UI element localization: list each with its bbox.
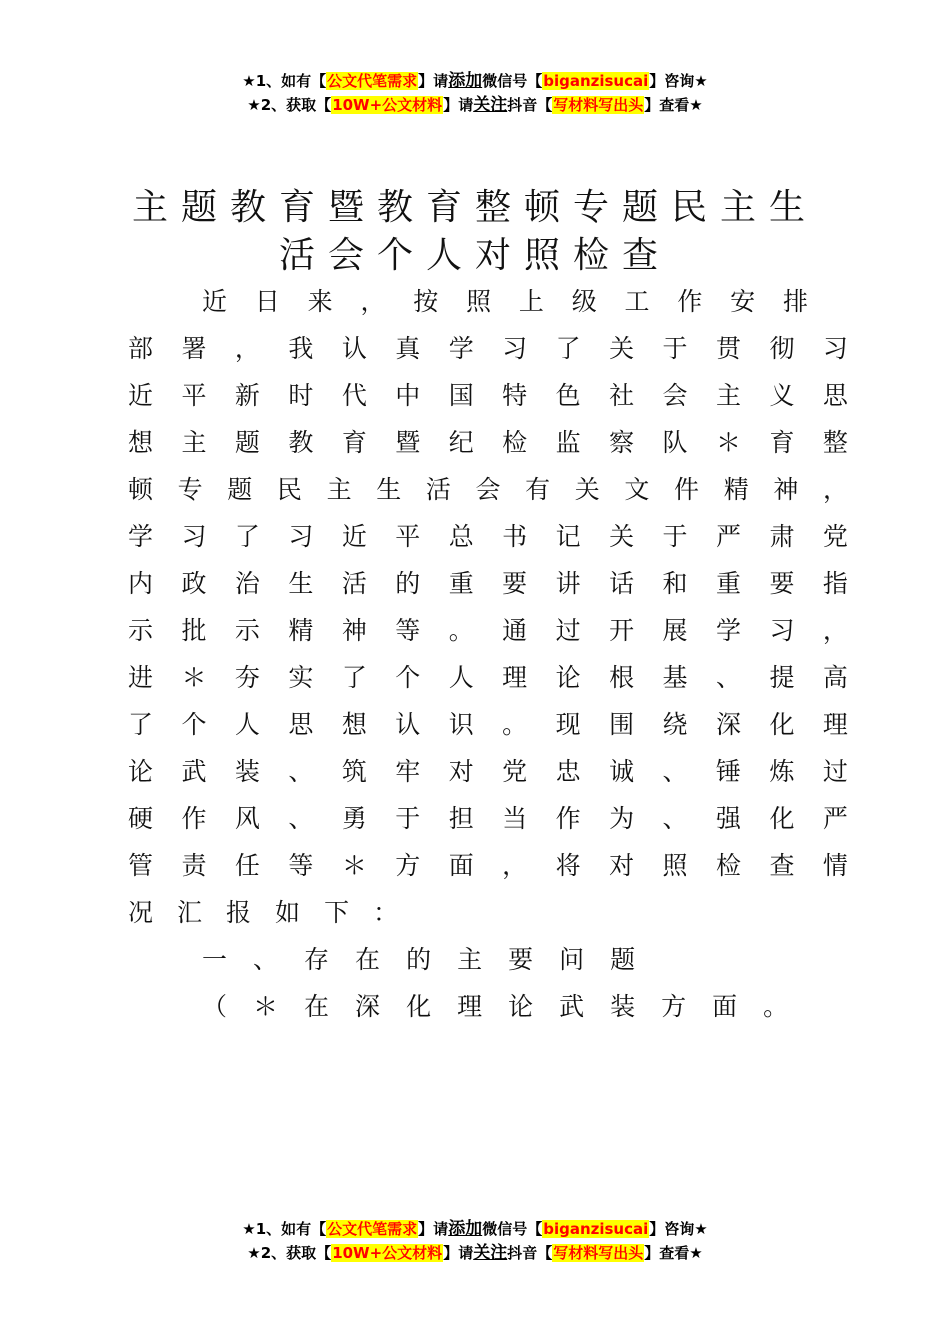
body-char: 平 xyxy=(181,381,207,410)
body-char: 察 xyxy=(609,428,635,457)
body-char: 于 xyxy=(395,804,421,833)
body-char: 下 xyxy=(324,898,350,927)
body-char: 育 xyxy=(341,428,367,457)
body-char: 学 xyxy=(448,334,474,363)
body-char: 精 xyxy=(723,475,749,504)
body-char: 、 xyxy=(253,945,279,974)
body-char: 习 xyxy=(181,522,207,551)
body-line xyxy=(128,325,848,372)
body-char: 和 xyxy=(662,569,688,598)
body-char: 照 xyxy=(662,851,688,880)
body-char: 要 xyxy=(769,569,795,598)
body-char: 根 xyxy=(609,663,635,692)
body-char: 近 xyxy=(341,522,367,551)
body-char: 人 xyxy=(448,663,474,692)
body-char: 彻 xyxy=(769,334,795,363)
body-char: 论 xyxy=(128,757,154,786)
body-char: 况 xyxy=(128,898,154,927)
body-char: 新 xyxy=(234,381,260,410)
top-banner xyxy=(0,69,950,117)
body-char: 对 xyxy=(448,757,474,786)
body-char: 习 xyxy=(502,334,528,363)
body-char: 批 xyxy=(181,616,207,645)
bottom-banner xyxy=(0,1217,950,1265)
body-char: 对 xyxy=(609,851,635,880)
body-char: 示 xyxy=(234,616,260,645)
body-char: 牢 xyxy=(395,757,421,786)
body-char: ＊ xyxy=(253,992,279,1021)
body-char: 方 xyxy=(395,851,421,880)
body-char: 将 xyxy=(555,851,581,880)
body-char: 化 xyxy=(769,804,795,833)
body-char: 夯 xyxy=(234,663,260,692)
body-char: 于 xyxy=(662,522,688,551)
document-title-line-2: 活会个人对照检查 xyxy=(278,235,671,276)
body-char: 担 xyxy=(448,804,474,833)
body-char: 记 xyxy=(555,522,581,551)
body-char: 检 xyxy=(502,428,528,457)
body-char: 重 xyxy=(715,569,741,598)
body-char: 文 xyxy=(624,475,650,504)
body-line xyxy=(128,372,848,419)
body-char: 纪 xyxy=(448,428,474,457)
body-char: 会 xyxy=(662,381,688,410)
body-char: ＊ xyxy=(341,851,367,880)
body-char: 讲 xyxy=(555,569,581,598)
body-char: 方 xyxy=(661,992,687,1021)
body-char: 通 xyxy=(502,616,528,645)
body-char: 装 xyxy=(234,757,260,786)
body-char: 想 xyxy=(128,428,154,457)
body-char: ： xyxy=(373,898,399,927)
body-char: 按 xyxy=(413,287,439,316)
body-char: 党 xyxy=(502,757,528,786)
body-char: 论 xyxy=(555,663,581,692)
banner-text: ★2、获取【 xyxy=(247,1244,332,1262)
body-char: ， xyxy=(502,851,528,880)
body-line xyxy=(128,466,848,513)
body-char: 了 xyxy=(128,710,154,739)
body-char: 件 xyxy=(674,475,700,504)
body-char: 筑 xyxy=(341,757,367,786)
body-char: 、 xyxy=(288,804,314,833)
body-line xyxy=(128,419,848,466)
body-char: 生 xyxy=(288,569,314,598)
banner-text: 】请 xyxy=(443,1244,474,1262)
body-char: 思 xyxy=(822,381,848,410)
body-char: 认 xyxy=(341,334,367,363)
body-line xyxy=(128,513,848,560)
body-char: 平 xyxy=(395,522,421,551)
body-char: 话 xyxy=(609,569,635,598)
body-char: 绕 xyxy=(662,710,688,739)
body-char: 关 xyxy=(609,522,635,551)
body-char: 时 xyxy=(288,381,314,410)
body-char: 。 xyxy=(763,992,789,1021)
subsection-heading xyxy=(202,983,922,1030)
body-char: 风 xyxy=(234,804,260,833)
body-char: 。 xyxy=(502,710,528,739)
body-line xyxy=(128,607,848,654)
banner-text: 抖音【 xyxy=(507,96,553,114)
body-line xyxy=(128,795,848,842)
body-char: 神 xyxy=(341,616,367,645)
body-char: 级 xyxy=(571,287,597,316)
body-char: 暨 xyxy=(395,428,421,457)
body-char: 作 xyxy=(181,804,207,833)
body-line xyxy=(128,701,848,748)
body-char: 武 xyxy=(181,757,207,786)
body-char: 作 xyxy=(555,804,581,833)
body-char: ， xyxy=(822,475,848,504)
body-char: 要 xyxy=(502,569,528,598)
body-char: 育 xyxy=(769,428,795,457)
banner-highlight: biganzisucai xyxy=(543,72,649,90)
body-char: 当 xyxy=(502,804,528,833)
body-char: 、 xyxy=(288,757,314,786)
body-line xyxy=(128,842,848,889)
body-char: 主 xyxy=(715,381,741,410)
body-char: 勇 xyxy=(341,804,367,833)
body-char: 活 xyxy=(341,569,367,598)
banner-text: 】请 xyxy=(418,72,449,90)
body-char: 安 xyxy=(730,287,756,316)
body-line xyxy=(202,278,808,325)
body-char: 面 xyxy=(448,851,474,880)
body-char: 党 xyxy=(822,522,848,551)
body-char: ， xyxy=(360,287,386,316)
body-char: 问 xyxy=(559,945,585,974)
body-char: 严 xyxy=(715,522,741,551)
body-line xyxy=(128,654,848,701)
banner-text: 】查看★ xyxy=(644,96,703,114)
body-char: 论 xyxy=(508,992,534,1021)
section-heading xyxy=(202,936,922,983)
body-char: 一 xyxy=(202,945,228,974)
body-char: 面 xyxy=(712,992,738,1021)
body-char: （ xyxy=(202,992,228,1021)
banner-text: 】查看★ xyxy=(644,1244,703,1262)
body-char: 过 xyxy=(822,757,848,786)
banner-emphasis: 添加 xyxy=(448,71,483,91)
body-char: 书 xyxy=(502,522,528,551)
body-char: 基 xyxy=(662,663,688,692)
body-char: 真 xyxy=(395,334,421,363)
banner-text: 微信号【 xyxy=(482,72,543,90)
body-char: 个 xyxy=(181,710,207,739)
body-char: 现 xyxy=(555,710,581,739)
document-title-line-1: 主题教育暨教育整顿专题民主生 xyxy=(131,187,818,228)
body-char: 要 xyxy=(508,945,534,974)
body-line xyxy=(128,748,848,795)
body-char: 的 xyxy=(406,945,432,974)
body-char: 精 xyxy=(288,616,314,645)
body-char: 了 xyxy=(555,334,581,363)
body-char: 如 xyxy=(275,898,301,927)
body-char: 强 xyxy=(715,804,741,833)
body-char: 专 xyxy=(177,475,203,504)
body-char: 理 xyxy=(502,663,528,692)
body-char: 上 xyxy=(518,287,544,316)
body-char: 汇 xyxy=(177,898,203,927)
body-char: 情 xyxy=(822,851,848,880)
body-char: 武 xyxy=(559,992,585,1021)
body-char: 监 xyxy=(555,428,581,457)
body-char: 、 xyxy=(715,663,741,692)
body-char: 来 xyxy=(307,287,333,316)
body-char: 高 xyxy=(822,663,848,692)
body-char: 贯 xyxy=(715,334,741,363)
banner-emphasis: 添加 xyxy=(448,1219,483,1239)
body-char: 存 xyxy=(304,945,330,974)
banner-highlight: biganzisucai xyxy=(543,1220,649,1238)
body-char: 查 xyxy=(769,851,795,880)
body-char: 围 xyxy=(609,710,635,739)
body-char: 化 xyxy=(769,710,795,739)
body-char: 检 xyxy=(715,851,741,880)
body-char: 进 xyxy=(128,663,154,692)
body-char: 的 xyxy=(395,569,421,598)
body-char: 部 xyxy=(128,334,154,363)
body-char: 个 xyxy=(395,663,421,692)
body-line xyxy=(128,560,848,607)
body-char: 学 xyxy=(128,522,154,551)
body-char: 题 xyxy=(227,475,253,504)
banner-line-2 xyxy=(0,93,950,117)
body-char: 习 xyxy=(822,334,848,363)
body-char: 展 xyxy=(662,616,688,645)
body-char: 关 xyxy=(609,334,635,363)
body-char: 装 xyxy=(610,992,636,1021)
body-char: 想 xyxy=(341,710,367,739)
body-char: 等 xyxy=(288,851,314,880)
body-char: 指 xyxy=(822,569,848,598)
banner-text: ★2、获取【 xyxy=(247,96,332,114)
body-char: 硬 xyxy=(128,804,154,833)
body-char: 教 xyxy=(288,428,314,457)
body-char: 整 xyxy=(822,428,848,457)
body-char: 总 xyxy=(448,522,474,551)
body-char: 中 xyxy=(395,381,421,410)
body-char: 严 xyxy=(822,804,848,833)
body-char: 主 xyxy=(457,945,483,974)
body-char: 社 xyxy=(609,381,635,410)
body-char: 队 xyxy=(662,428,688,457)
body-char: 色 xyxy=(555,381,581,410)
body-char: 等 xyxy=(395,616,421,645)
banner-text: 抖音【 xyxy=(507,1244,553,1262)
banner-text: ★1、如有【 xyxy=(242,72,327,90)
body-char: 治 xyxy=(234,569,260,598)
body-char: 炼 xyxy=(769,757,795,786)
body-char: 为 xyxy=(609,804,635,833)
body-char: 我 xyxy=(288,334,314,363)
body-char: 题 xyxy=(234,428,260,457)
body-char: 责 xyxy=(181,851,207,880)
body-char: 日 xyxy=(254,287,280,316)
body-char: 任 xyxy=(234,851,260,880)
body-char: 活 xyxy=(425,475,451,504)
body-char: ＊ xyxy=(715,428,741,457)
banner-text: 微信号【 xyxy=(482,1220,543,1238)
body-char: 习 xyxy=(288,522,314,551)
body-char: ， xyxy=(234,334,260,363)
body-char: 会 xyxy=(475,475,501,504)
body-char: 示 xyxy=(128,616,154,645)
body-char: 排 xyxy=(782,287,808,316)
banner-emphasis: 关注 xyxy=(473,1243,508,1263)
banner-highlight: 10W+公文材料 xyxy=(332,96,443,114)
body-char: 思 xyxy=(288,710,314,739)
body-char: 国 xyxy=(448,381,474,410)
body-char: ， xyxy=(822,616,848,645)
body-line xyxy=(128,889,848,936)
banner-text: 】咨询★ xyxy=(649,1220,708,1238)
banner-line-1 xyxy=(0,1217,950,1241)
body-char: 政 xyxy=(181,569,207,598)
body-char: 了 xyxy=(234,522,260,551)
banner-line-2 xyxy=(0,1241,950,1265)
banner-text: 】请 xyxy=(443,96,474,114)
banner-text: 】咨询★ xyxy=(649,72,708,90)
banner-text: ★1、如有【 xyxy=(242,1220,327,1238)
banner-highlight: 公文代笔需求 xyxy=(327,1220,418,1238)
banner-highlight: 写材料写出头 xyxy=(553,1244,644,1262)
body-char: 理 xyxy=(822,710,848,739)
body-char: 内 xyxy=(128,569,154,598)
banner-line-1 xyxy=(0,69,950,93)
body-char: 照 xyxy=(466,287,492,316)
body-char: 代 xyxy=(341,381,367,410)
body-char: 重 xyxy=(448,569,474,598)
body-char: ＊ xyxy=(181,663,207,692)
body-char: 在 xyxy=(355,945,381,974)
banner-emphasis: 关注 xyxy=(473,95,508,115)
body-char: 义 xyxy=(769,381,795,410)
body-char: 在 xyxy=(304,992,330,1021)
body-char: 提 xyxy=(769,663,795,692)
body-char: 实 xyxy=(288,663,314,692)
body-char: 识 xyxy=(448,710,474,739)
body-char: 特 xyxy=(502,381,528,410)
body-char: 化 xyxy=(406,992,432,1021)
banner-highlight: 公文代笔需求 xyxy=(327,72,418,90)
body-char: 近 xyxy=(202,287,228,316)
body-char: 。 xyxy=(448,616,474,645)
body-char: 、 xyxy=(662,804,688,833)
body-char: 深 xyxy=(355,992,381,1021)
body-char: 作 xyxy=(677,287,703,316)
body-char: 开 xyxy=(609,616,635,645)
body-char: 学 xyxy=(715,616,741,645)
body-char: 主 xyxy=(326,475,352,504)
body-char: 诚 xyxy=(609,757,635,786)
body-char: 顿 xyxy=(128,475,154,504)
banner-highlight: 10W+公文材料 xyxy=(332,1244,443,1262)
body-char: 于 xyxy=(662,334,688,363)
body-char: 有 xyxy=(525,475,551,504)
body-char: 了 xyxy=(341,663,367,692)
body-char: 管 xyxy=(128,851,154,880)
body-char: 民 xyxy=(276,475,302,504)
body-char: 认 xyxy=(395,710,421,739)
body-char: 过 xyxy=(555,616,581,645)
banner-text: 】请 xyxy=(418,1220,449,1238)
banner-highlight: 写材料写出头 xyxy=(553,96,644,114)
body-char: 深 xyxy=(715,710,741,739)
body-char: 关 xyxy=(574,475,600,504)
body-char: 、 xyxy=(662,757,688,786)
body-char: 锤 xyxy=(715,757,741,786)
body-char: 署 xyxy=(181,334,207,363)
body-char: 工 xyxy=(624,287,650,316)
body-char: 近 xyxy=(128,381,154,410)
body-char: 生 xyxy=(376,475,402,504)
body-char: 神 xyxy=(773,475,799,504)
body-char: 报 xyxy=(226,898,252,927)
body-char: 习 xyxy=(769,616,795,645)
body-char: 忠 xyxy=(555,757,581,786)
body-char: 肃 xyxy=(769,522,795,551)
body-char: 题 xyxy=(610,945,636,974)
body-char: 主 xyxy=(181,428,207,457)
body-char: 理 xyxy=(457,992,483,1021)
body-char: 人 xyxy=(234,710,260,739)
